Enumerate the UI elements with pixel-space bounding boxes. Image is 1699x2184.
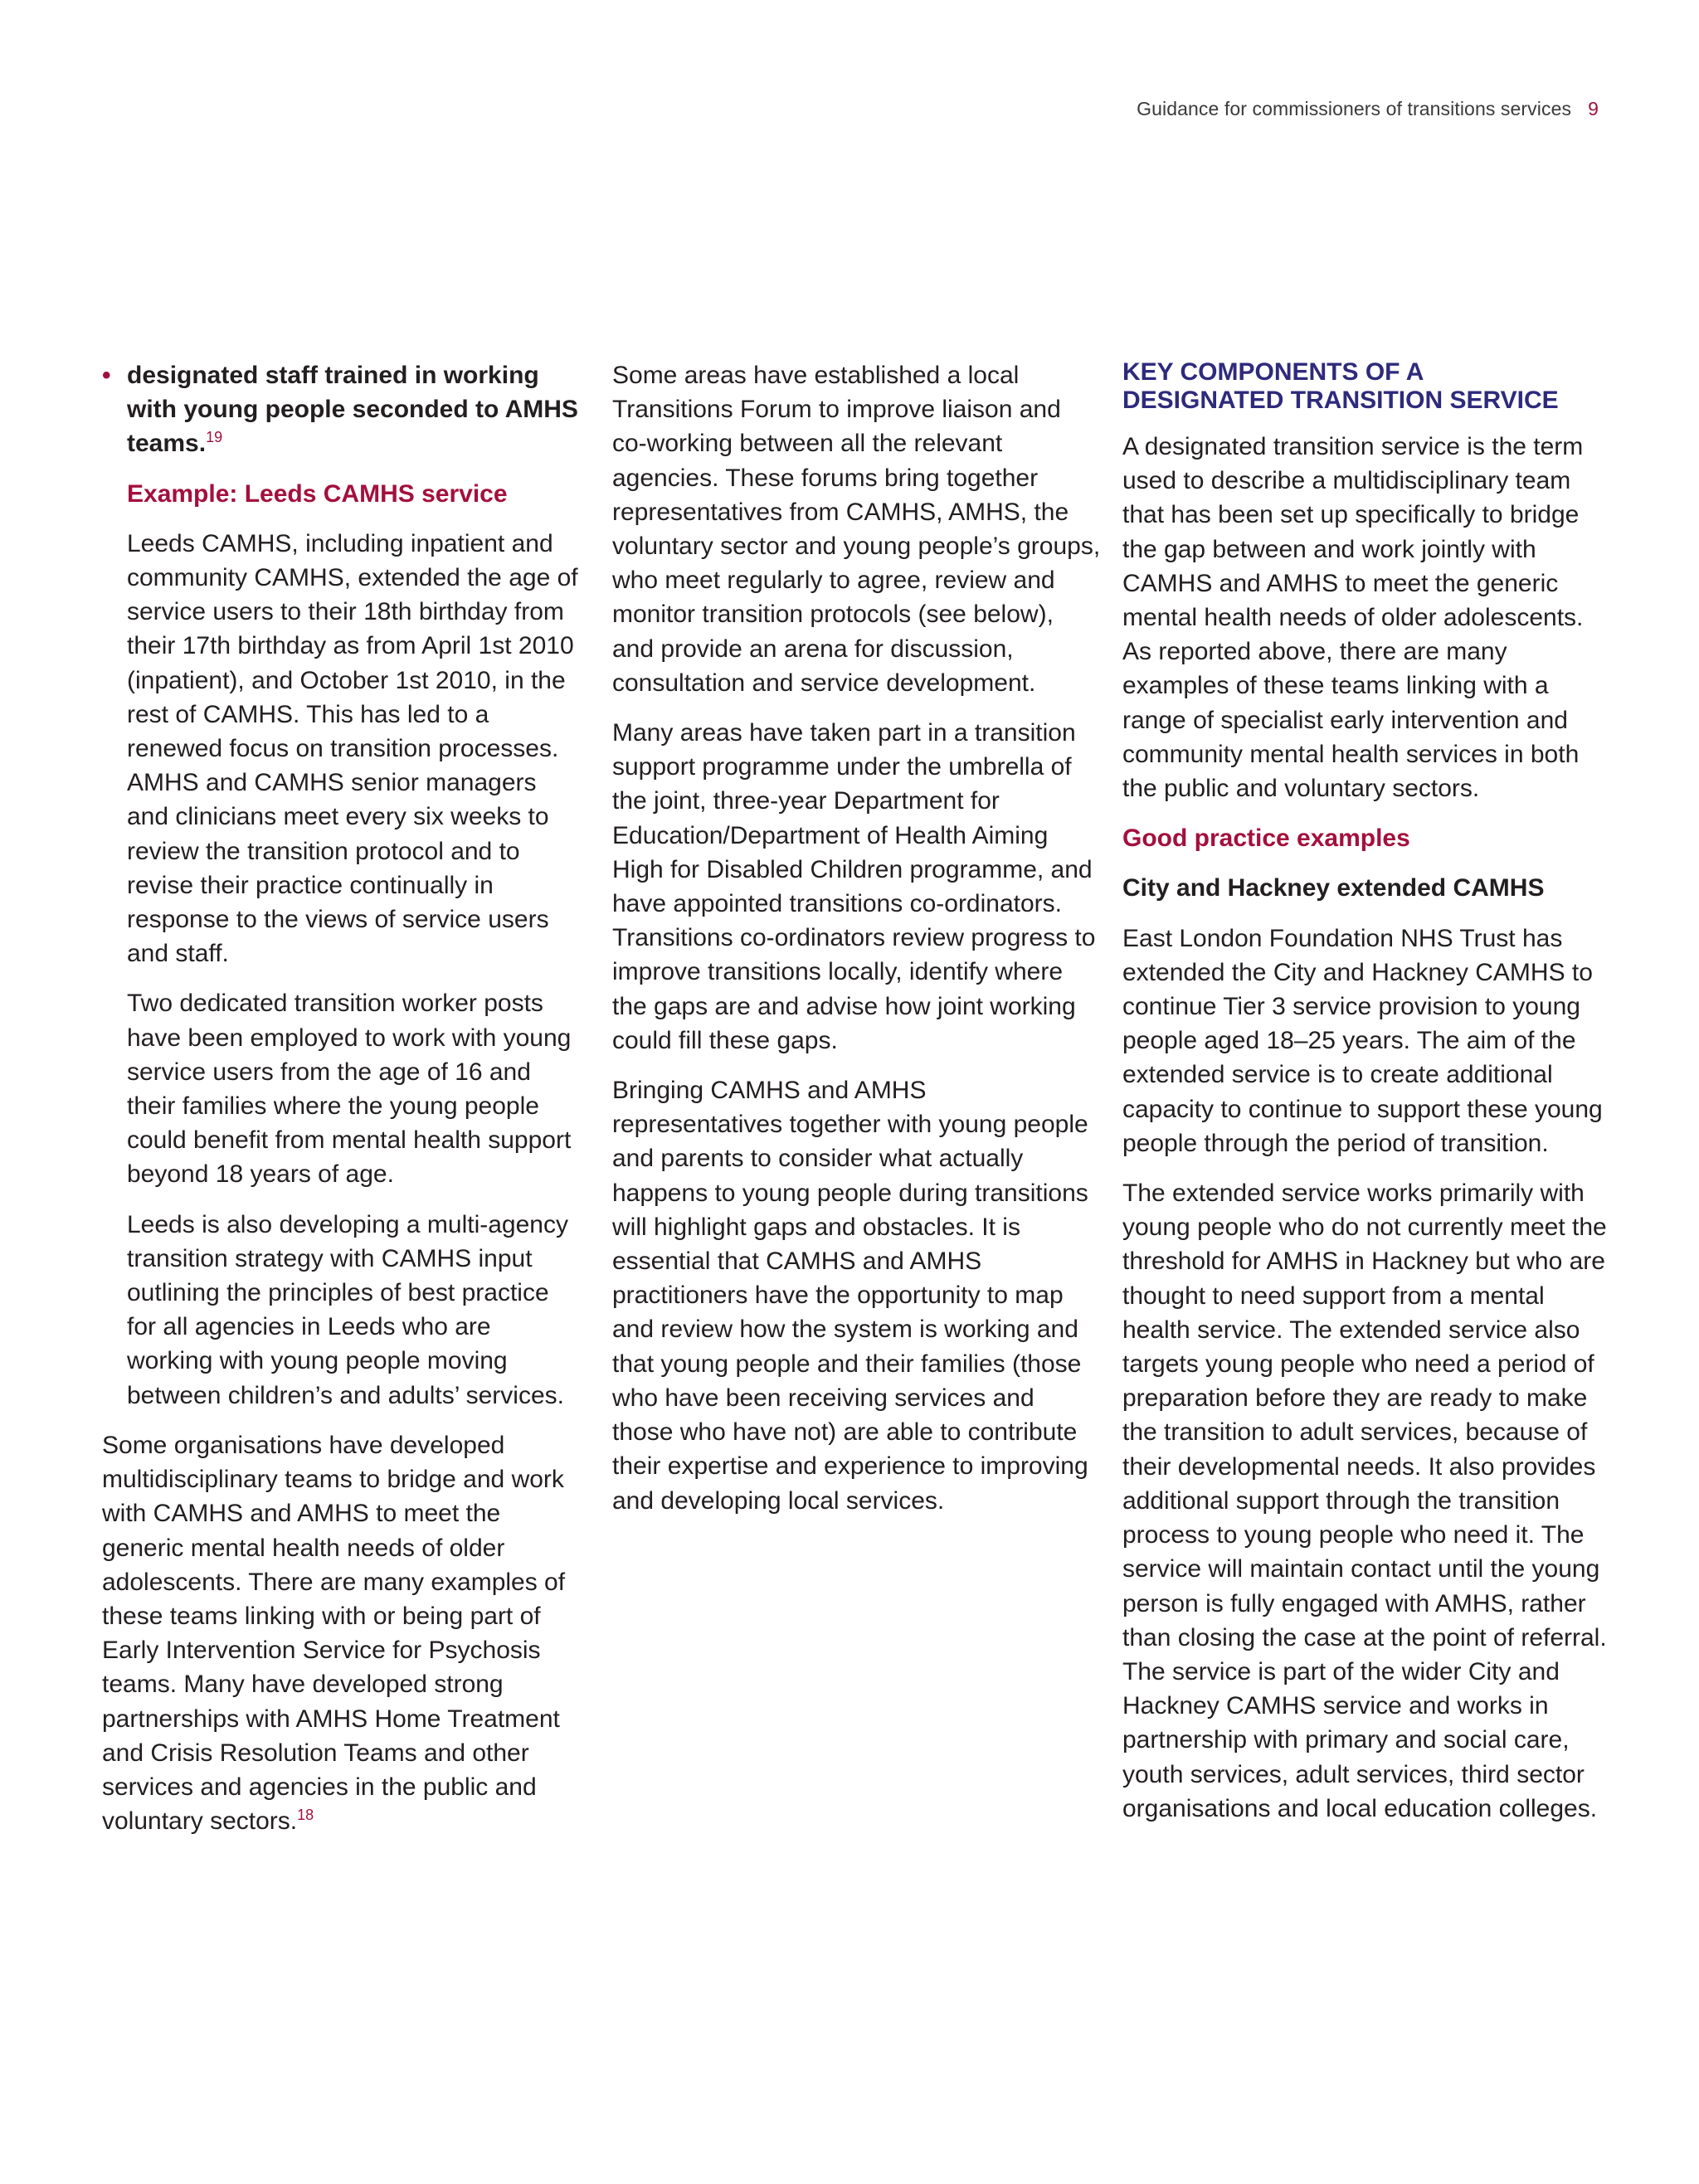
closing-paragraph [102,1428,579,1838]
page-number: 9 [1588,98,1599,119]
body-paragraph-2: Many areas have taken part in a transition support programme under the umbrella of the joint, three-year Department for Education/Department of Health Aiming High for Disabled Children programme, and have appointed transitions co-ordinators. Transitions co-ordinators review progress to improve transitions locally, identify where the gaps are and advise how joint working could fill these gaps. [612,719,1096,1054]
closing-paragraph-text: Some organisations have developed multidisciplinary teams to bridge and work with CAMHS and AMHS to meet the generic mental health needs of older adolescents. There are many examples of these teams linking with or being part of Early Intervention Service for Psychosis teams. Many have developed strong partnerships with AMHS Home Treatment and Crisis Resolution Teams and other services and agencies in the public and voluntary sectors. [102,1431,566,1836]
example-box [102,477,579,1413]
body-paragraph-3: Bringing CAMHS and AMHS representatives together with young people and parents to consider what actually happens to young people during transitions will highlight gaps and obstacles. It is essential that CAMHS and AMHS practitioners have the opportunity to map and review how the system is working and that young people and their families (those who have been receiving services and those who have not) are able to contribute their expertise and experience to improving and developing local services. [612,1077,1088,1515]
running-title: Guidance for commissioners of transitions services [1137,98,1572,119]
column-right [1122,358,1612,1841]
column-left [102,358,579,1854]
body-paragraph-1: Some areas have established a local Transitions Forum to improve liaison and co-working between all the relevant agencies. These forums bring together representatives from CAMHS, AMHS, the voluntary sector and young people’s groups, who meet regularly to agree, review and monitor transition protocols (see below), and provide an arena for discussion, consultation and service development. [612,362,1101,697]
example-paragraph-3: Leeds is also developing a multi-agency transition strategy with CAMHS input outlining the principles of best practice for all agencies in Leeds who are working with young people moving between children’s and adults’ services. [127,1210,568,1409]
bullet-icon: • [102,362,111,389]
bullet-text: designated staff trained in working with young people seconded to AMHS teams. [127,362,578,458]
section-heading-line-1: KEY COMPONENTS OF A [1122,358,1424,386]
footnote-ref: 19 [206,429,223,446]
bullet-item [102,358,579,461]
example-title: City and Hackney extended CAMHS [1122,874,1545,902]
column-middle [612,358,1102,1534]
footnote-ref: 18 [297,1807,314,1824]
good-practice-heading: Good practice examples [1122,824,1410,853]
example-paragraph-1: East London Foundation NHS Trust has extended the City and Hackney CAMHS to continue Tier 3 service provision to young people aged 18–25 years. The aim of the extended service is to create additional capacity to continue to support these young people through the period of transition. [1122,924,1603,1157]
intro-paragraph: A designated transition service is the term used to describe a multidisciplinary team that has been set up specifically to bridge the gap between and work jointly with CAMHS and AMHS to meet the generic mental health needs of older adolescents. As reported above, there are many examples of these teams linking with a range of specialist early intervention and community mental health services in both the public and voluntary sectors. [1122,433,1584,803]
example-paragraph-2: The extended service works primarily with young people who do not currently meet the threshold for AMHS in Hackney but who are thought to need support from a mental health service. The extended service also targets young people who need a period of preparation before they are ready to make the transition to adult services, because of their developmental needs. It also provides additional support through the transition process to young people who need it. The service will maintain contact until the young person is fully engaged with AMHS, rather than closing the case at the point of referral. The service is part of the wider City and Hackney CAMHS service and works in partnership with primary and social care, youth services, adult services, third sector organisations and local education colleges. [1122,1180,1607,1822]
example-heading: Example: Leeds CAMHS service [127,479,508,508]
example-paragraph-1: Leeds CAMHS, including inpatient and community CAMHS, extended the age of service users to their 18th birthday from their 17th birthday as from April 1st 2010 (inpatient), and October 1st 2010, in the rest of CAMHS. This has led to a renewed focus on transition processes. AMHS and CAMHS senior managers and clinicians meet every six weeks to review the transition protocol and to revise their practice continually in response to the views of service users and staff. [127,529,578,968]
running-header [1137,98,1599,120]
example-paragraph-2: Two dedicated transition worker posts have been employed to work with young service users from the age of 16 and their families where the young people could benefit from mental health support beyond 18 years of age. [127,990,572,1189]
section-heading-line-2: DESIGNATED TRANSITION SERVICE [1122,387,1559,414]
section-heading [1122,358,1612,415]
